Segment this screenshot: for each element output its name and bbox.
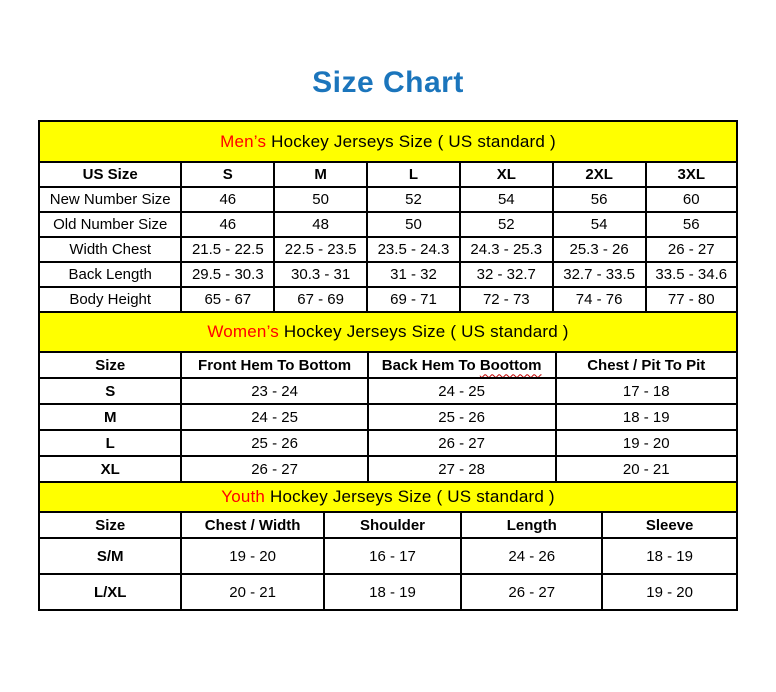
mens-column-header-3: L <box>367 162 460 187</box>
youth-banner-text: Hockey Jerseys Size ( US standard ) <box>265 487 555 506</box>
size-value-cell: 24.3 - 25.3 <box>460 237 553 262</box>
youth-banner-accent: Youth <box>221 487 266 506</box>
size-value-cell: 26 - 27 <box>461 574 602 610</box>
size-value-cell: 72 - 73 <box>460 287 553 312</box>
youth-column-header-3: Length <box>461 512 602 538</box>
size-value-cell: 56 <box>646 212 737 237</box>
youth-data-row-0 <box>39 538 737 574</box>
womens-column-header-2 <box>368 352 556 378</box>
size-value-cell: 21.5 - 22.5 <box>181 237 274 262</box>
header-text: Back Hem To <box>381 356 480 374</box>
size-value-cell: 19 - 20 <box>556 430 738 456</box>
size-chart <box>38 120 738 611</box>
size-value-cell: 22.5 - 23.5 <box>274 237 367 262</box>
size-value-cell: 19 - 20 <box>602 574 737 610</box>
row-label: New Number Size <box>39 187 181 212</box>
womens-banner-accent: Women’s <box>207 322 279 341</box>
mens-column-header-1: S <box>181 162 274 187</box>
mens-column-header-6: 3XL <box>646 162 737 187</box>
size-value-cell: 69 - 71 <box>367 287 460 312</box>
size-value-cell: 20 - 21 <box>556 456 738 482</box>
page-title: Size Chart <box>312 66 464 99</box>
row-label: L/XL <box>39 574 181 610</box>
mens-data-row-1 <box>39 212 737 237</box>
size-value-cell: 60 <box>646 187 737 212</box>
womens-data-row-2 <box>39 430 737 456</box>
row-label: S/M <box>39 538 181 574</box>
mens-banner-accent: Men’s <box>220 131 267 151</box>
womens-banner-row <box>39 312 737 352</box>
mens-data-row-0 <box>39 187 737 212</box>
row-label: Old Number Size <box>39 212 181 237</box>
row-label: L <box>39 430 181 456</box>
womens-header-row <box>39 352 737 378</box>
mens-column-header-4: XL <box>460 162 553 187</box>
youth-size-table <box>38 481 738 611</box>
womens-size-table <box>38 311 738 483</box>
size-value-cell: 18 - 19 <box>602 538 737 574</box>
size-value-cell: 54 <box>460 187 553 212</box>
size-value-cell: 24 - 25 <box>368 378 556 404</box>
size-value-cell: 48 <box>274 212 367 237</box>
size-value-cell: 24 - 25 <box>181 404 367 430</box>
mens-size-table <box>38 120 738 313</box>
womens-column-header-3: Chest / Pit To Pit <box>556 352 738 378</box>
size-value-cell: 77 - 80 <box>646 287 737 312</box>
row-label: XL <box>39 456 181 482</box>
mens-column-header-2: M <box>274 162 367 187</box>
size-value-cell: 50 <box>367 212 460 237</box>
size-value-cell: 50 <box>274 187 367 212</box>
mens-data-row-3 <box>39 262 737 287</box>
row-label: Width Chest <box>39 237 181 262</box>
size-value-cell: 29.5 - 30.3 <box>181 262 274 287</box>
size-value-cell: 23 - 24 <box>181 378 367 404</box>
womens-data-row-0 <box>39 378 737 404</box>
womens-column-header-0: Size <box>39 352 181 378</box>
size-value-cell: 33.5 - 34.6 <box>646 262 737 287</box>
size-value-cell: 16 - 17 <box>324 538 462 574</box>
mens-banner-row <box>39 121 737 162</box>
size-value-cell: 31 - 32 <box>367 262 460 287</box>
youth-header-row <box>39 512 737 538</box>
youth-banner <box>39 482 737 512</box>
size-value-cell: 26 - 27 <box>181 456 367 482</box>
size-value-cell: 26 - 27 <box>646 237 737 262</box>
size-value-cell: 54 <box>553 212 646 237</box>
row-label: Body Height <box>39 287 181 312</box>
size-value-cell: 26 - 27 <box>368 430 556 456</box>
size-value-cell: 18 - 19 <box>324 574 462 610</box>
size-value-cell: 18 - 19 <box>556 404 738 430</box>
size-value-cell: 52 <box>367 187 460 212</box>
size-value-cell: 56 <box>553 187 646 212</box>
youth-data-row-1 <box>39 574 737 610</box>
misspelled-word: Boottom <box>479 356 542 374</box>
womens-column-header-1: Front Hem To Bottom <box>181 352 367 378</box>
mens-data-row-4 <box>39 287 737 312</box>
size-value-cell: 46 <box>181 187 274 212</box>
size-value-cell: 65 - 67 <box>181 287 274 312</box>
size-value-cell: 27 - 28 <box>368 456 556 482</box>
mens-banner-text: Hockey Jerseys Size ( US standard ) <box>266 131 556 151</box>
youth-column-header-2: Shoulder <box>324 512 462 538</box>
womens-data-row-1 <box>39 404 737 430</box>
size-value-cell: 17 - 18 <box>556 378 738 404</box>
size-value-cell: 19 - 20 <box>181 538 323 574</box>
size-value-cell: 24 - 26 <box>461 538 602 574</box>
mens-column-header-0: US Size <box>39 162 181 187</box>
mens-data-row-2 <box>39 237 737 262</box>
row-label: S <box>39 378 181 404</box>
womens-banner-text: Hockey Jerseys Size ( US standard ) <box>278 322 569 341</box>
youth-column-header-0: Size <box>39 512 181 538</box>
size-value-cell: 52 <box>460 212 553 237</box>
womens-banner <box>39 312 737 352</box>
mens-header-row <box>39 162 737 187</box>
size-value-cell: 46 <box>181 212 274 237</box>
size-value-cell: 25 - 26 <box>368 404 556 430</box>
size-value-cell: 74 - 76 <box>553 287 646 312</box>
size-value-cell: 30.3 - 31 <box>274 262 367 287</box>
youth-column-header-4: Sleeve <box>602 512 737 538</box>
size-value-cell: 25.3 - 26 <box>553 237 646 262</box>
womens-data-row-3 <box>39 456 737 482</box>
size-value-cell: 67 - 69 <box>274 287 367 312</box>
mens-banner <box>39 121 737 162</box>
size-value-cell: 25 - 26 <box>181 430 367 456</box>
mens-column-header-5: 2XL <box>553 162 646 187</box>
size-value-cell: 20 - 21 <box>181 574 323 610</box>
size-value-cell: 32.7 - 33.5 <box>553 262 646 287</box>
youth-column-header-1: Chest / Width <box>181 512 323 538</box>
size-value-cell: 23.5 - 24.3 <box>367 237 460 262</box>
row-label: M <box>39 404 181 430</box>
row-label: Back Length <box>39 262 181 287</box>
youth-banner-row <box>39 482 737 512</box>
size-value-cell: 32 - 32.7 <box>460 262 553 287</box>
